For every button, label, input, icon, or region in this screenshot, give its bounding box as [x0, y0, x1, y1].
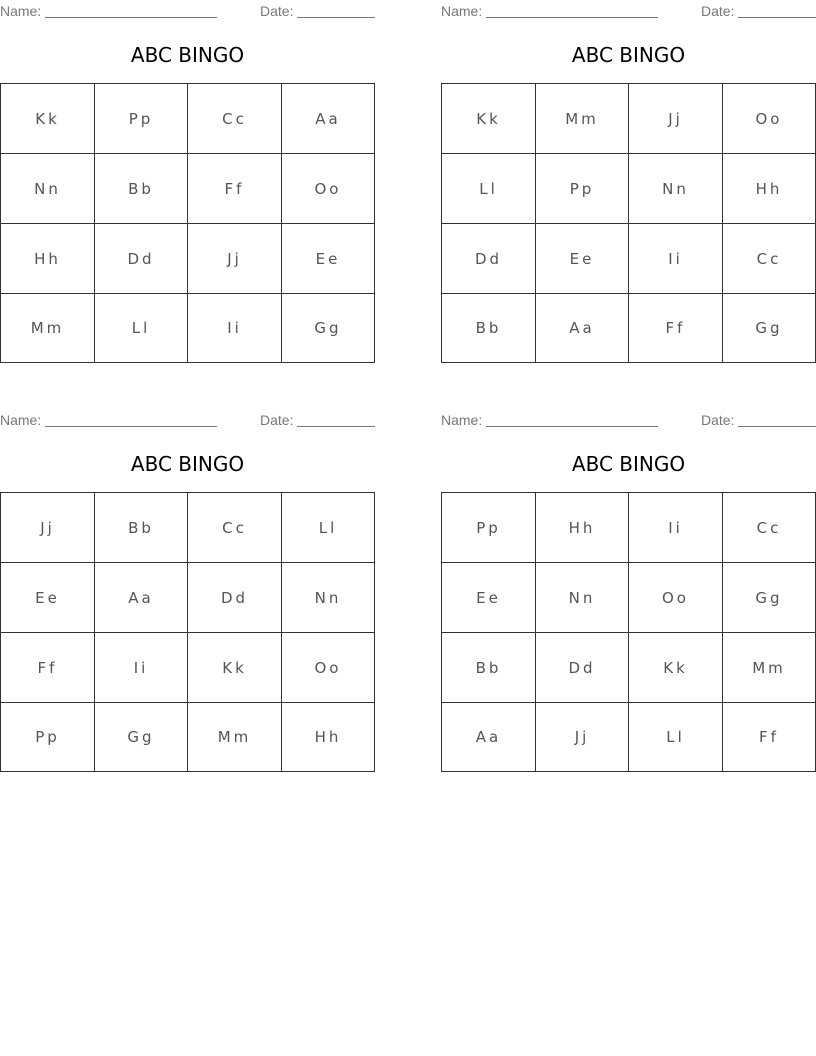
bingo-cell: Hh — [536, 493, 629, 563]
bingo-cell: Ff — [188, 154, 282, 224]
date-blank-line — [738, 426, 816, 427]
date-label: Date: — [701, 412, 735, 428]
bingo-cell: Dd — [536, 633, 629, 703]
name-label: Name: — [441, 412, 483, 428]
bingo-cell: Gg — [723, 563, 815, 633]
date-label: Date: — [260, 412, 294, 428]
bingo-card-1 — [0, 0, 375, 363]
bingo-cell: Oo — [282, 154, 374, 224]
bingo-cell: Bb — [442, 633, 536, 703]
bingo-grid — [0, 492, 375, 772]
bingo-grid — [441, 83, 816, 363]
bingo-cell: Mm — [188, 703, 282, 771]
bingo-cell: Hh — [314, 728, 342, 746]
bingo-cell: Bb — [95, 154, 188, 224]
bingo-cell: Ll — [629, 703, 723, 771]
name-label: Name: — [0, 3, 42, 19]
bingo-cell: Ee — [442, 563, 536, 633]
bingo-cell: Jj — [188, 224, 282, 294]
bingo-cell: Nn — [1, 154, 95, 224]
bingo-cell: Nn — [629, 154, 723, 224]
bingo-grid — [441, 492, 816, 772]
bingo-cell: Pp — [1, 703, 95, 771]
bingo-cell: Jj — [536, 703, 629, 771]
date-label: Date: — [260, 3, 294, 19]
card-title: ABC BINGO — [571, 452, 686, 476]
name-label: Name: — [0, 412, 42, 428]
name-label: Name: — [441, 3, 483, 19]
bingo-cell: Cc — [723, 224, 815, 294]
bingo-cell: Kk — [1, 84, 95, 154]
bingo-cell: Dd — [442, 224, 536, 294]
card-title: ABC BINGO — [130, 452, 245, 476]
bingo-cell: Cc — [188, 493, 282, 563]
bingo-cell: Mm — [1, 294, 95, 362]
name-blank-line — [486, 17, 658, 18]
bingo-cell: Ee — [1, 563, 95, 633]
bingo-cell: Oo — [723, 84, 815, 154]
date-label: Date: — [701, 3, 735, 19]
name-blank-line — [486, 426, 658, 427]
bingo-cell: Dd — [95, 224, 188, 294]
bingo-cell: Kk — [442, 84, 536, 154]
bingo-cell: Ii — [629, 493, 723, 563]
bingo-cell: Bb — [95, 493, 188, 563]
bingo-cell: Nn — [536, 563, 629, 633]
bingo-cell: Nn — [282, 563, 374, 633]
bingo-cell: Mm — [536, 84, 629, 154]
bingo-cell: Ll — [282, 493, 374, 563]
bingo-cell: Jj — [629, 84, 723, 154]
bingo-cell: Cc — [188, 84, 282, 154]
bingo-cell: Oo — [282, 633, 374, 703]
bingo-cell: Ll — [442, 154, 536, 224]
name-date-row — [441, 411, 816, 429]
bingo-cell: Ff — [1, 633, 95, 703]
card-title: ABC BINGO — [130, 43, 245, 67]
bingo-cell: Gg — [755, 319, 783, 337]
bingo-cell: Kk — [188, 633, 282, 703]
name-blank-line — [45, 17, 217, 18]
bingo-cell: Ii — [95, 633, 188, 703]
bingo-card-3 — [0, 409, 375, 772]
bingo-cell: Jj — [1, 493, 95, 563]
bingo-cell: Cc — [723, 493, 815, 563]
bingo-cell: Pp — [536, 154, 629, 224]
bingo-cell: Ii — [188, 294, 282, 362]
bingo-cell: Ll — [95, 294, 188, 362]
name-date-row — [441, 2, 816, 20]
bingo-cell: Gg — [314, 319, 342, 337]
bingo-cell: Aa — [95, 563, 188, 633]
bingo-cell: Ee — [282, 224, 374, 294]
bingo-cell: Hh — [723, 154, 815, 224]
name-date-row — [0, 2, 375, 20]
bingo-card-4 — [441, 409, 816, 772]
bingo-cell: Mm — [723, 633, 815, 703]
bingo-grid — [0, 83, 375, 363]
date-blank-line — [297, 426, 375, 427]
bingo-cell: Aa — [536, 294, 629, 362]
bingo-cell: Kk — [629, 633, 723, 703]
bingo-cell: Hh — [1, 224, 95, 294]
card-title: ABC BINGO — [571, 43, 686, 67]
bingo-cell: Ff — [759, 728, 779, 746]
bingo-cell: Dd — [188, 563, 282, 633]
bingo-cell: Aa — [282, 84, 374, 154]
name-blank-line — [45, 426, 217, 427]
date-blank-line — [297, 17, 375, 18]
bingo-cell: Pp — [95, 84, 188, 154]
bingo-cell: Ee — [536, 224, 629, 294]
bingo-cell: Gg — [95, 703, 188, 771]
bingo-cell: Ff — [629, 294, 723, 362]
bingo-card-2 — [441, 0, 816, 363]
name-date-row — [0, 411, 375, 429]
bingo-cell: Bb — [442, 294, 536, 362]
bingo-cell: Ii — [629, 224, 723, 294]
bingo-cell: Pp — [442, 493, 536, 563]
bingo-cell: Aa — [442, 703, 536, 771]
bingo-cell: Oo — [629, 563, 723, 633]
date-blank-line — [738, 17, 816, 18]
